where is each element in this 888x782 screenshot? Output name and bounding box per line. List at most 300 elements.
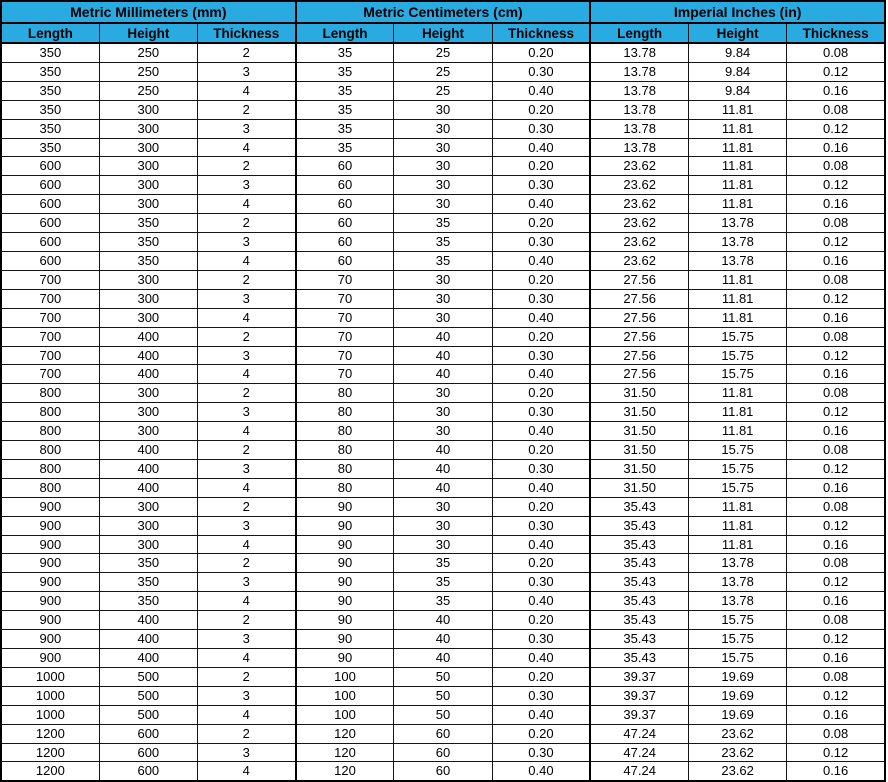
cell: 350 [99, 251, 197, 270]
cell: 25 [394, 43, 492, 62]
cell: 60 [296, 214, 394, 233]
table-row [1, 592, 885, 611]
cell: 0.40 [492, 251, 590, 270]
col-header-mm-thickness: Thickness [197, 23, 295, 43]
cell: 400 [99, 649, 197, 668]
cell: 0.20 [492, 43, 590, 62]
cell: 1200 [1, 762, 99, 781]
cell: 0.20 [492, 497, 590, 516]
cell: 90 [296, 630, 394, 649]
cell: 300 [99, 176, 197, 195]
cell: 35 [296, 100, 394, 119]
cell: 70 [296, 270, 394, 289]
cell: 30 [394, 403, 492, 422]
cell: 39.37 [590, 705, 688, 724]
cell: 11.81 [689, 289, 787, 308]
table-row [1, 762, 885, 781]
cell: 13.78 [689, 573, 787, 592]
cell: 3 [197, 630, 295, 649]
cell: 2 [197, 100, 295, 119]
cell: 15.75 [689, 365, 787, 384]
cell: 900 [1, 649, 99, 668]
cell: 350 [1, 138, 99, 157]
cell: 2 [197, 724, 295, 743]
cell: 350 [1, 43, 99, 62]
cell: 400 [99, 630, 197, 649]
cell: 30 [394, 138, 492, 157]
cell: 31.50 [590, 422, 688, 441]
cell: 13.78 [590, 119, 688, 138]
cell: 0.30 [492, 233, 590, 252]
cell: 35 [296, 119, 394, 138]
cell: 40 [394, 630, 492, 649]
cell: 800 [1, 422, 99, 441]
cell: 11.81 [689, 157, 787, 176]
cell: 0.16 [787, 422, 885, 441]
cell: 0.30 [492, 403, 590, 422]
col-header-in-length: Length [590, 23, 688, 43]
cell: 300 [99, 119, 197, 138]
cell: 13.78 [590, 81, 688, 100]
cell: 0.30 [492, 743, 590, 762]
cell: 35 [296, 62, 394, 81]
cell: 0.16 [787, 308, 885, 327]
cell: 40 [394, 478, 492, 497]
cell: 13.78 [590, 138, 688, 157]
table-row [1, 176, 885, 195]
cell: 0.40 [492, 478, 590, 497]
cell: 90 [296, 592, 394, 611]
cell: 27.56 [590, 308, 688, 327]
table-row [1, 346, 885, 365]
cell: 250 [99, 43, 197, 62]
cell: 2 [197, 554, 295, 573]
cell: 0.40 [492, 195, 590, 214]
cell: 0.12 [787, 630, 885, 649]
table-body [1, 43, 885, 781]
cell: 50 [394, 667, 492, 686]
group-header-row [1, 1, 885, 23]
cell: 27.56 [590, 365, 688, 384]
cell: 0.12 [787, 516, 885, 535]
cell: 35 [394, 214, 492, 233]
cell: 350 [1, 100, 99, 119]
cell: 0.08 [787, 441, 885, 460]
cell: 90 [296, 554, 394, 573]
cell: 300 [99, 308, 197, 327]
cell: 2 [197, 497, 295, 516]
cell: 40 [394, 649, 492, 668]
cell: 0.20 [492, 554, 590, 573]
cell: 0.08 [787, 270, 885, 289]
cell: 60 [394, 743, 492, 762]
cell: 0.40 [492, 535, 590, 554]
cell: 0.20 [492, 327, 590, 346]
table-row [1, 535, 885, 554]
cell: 60 [394, 724, 492, 743]
cell: 23.62 [590, 157, 688, 176]
group-header-in: Imperial Inches (in) [590, 1, 885, 23]
cell: 0.16 [787, 81, 885, 100]
table-row [1, 478, 885, 497]
cell: 800 [1, 403, 99, 422]
cell: 120 [296, 724, 394, 743]
table-header [1, 1, 885, 43]
cell: 23.62 [590, 195, 688, 214]
cell: 120 [296, 743, 394, 762]
cell: 11.81 [689, 119, 787, 138]
cell: 400 [99, 365, 197, 384]
cell: 1000 [1, 686, 99, 705]
cell: 15.75 [689, 478, 787, 497]
cell: 35 [296, 81, 394, 100]
cell: 0.20 [492, 270, 590, 289]
cell: 15.75 [689, 630, 787, 649]
group-header-cm: Metric Centimeters (cm) [296, 1, 591, 23]
cell: 4 [197, 762, 295, 781]
cell: 0.40 [492, 762, 590, 781]
cell: 11.81 [689, 100, 787, 119]
column-header-row [1, 23, 885, 43]
col-header-mm-length: Length [1, 23, 99, 43]
cell: 0.12 [787, 176, 885, 195]
cell: 300 [99, 384, 197, 403]
col-header-cm-thickness: Thickness [492, 23, 590, 43]
cell: 400 [99, 441, 197, 460]
cell: 30 [394, 535, 492, 554]
table-row [1, 233, 885, 252]
cell: 0.30 [492, 516, 590, 535]
cell: 4 [197, 138, 295, 157]
cell: 30 [394, 157, 492, 176]
cell: 11.81 [689, 270, 787, 289]
cell: 0.40 [492, 649, 590, 668]
cell: 0.12 [787, 573, 885, 592]
table-row [1, 384, 885, 403]
cell: 13.78 [689, 592, 787, 611]
cell: 30 [394, 516, 492, 535]
cell: 2 [197, 214, 295, 233]
cell: 39.37 [590, 667, 688, 686]
cell: 0.30 [492, 459, 590, 478]
cell: 3 [197, 62, 295, 81]
cell: 0.08 [787, 384, 885, 403]
cell: 13.78 [590, 100, 688, 119]
cell: 4 [197, 308, 295, 327]
cell: 250 [99, 62, 197, 81]
cell: 0.40 [492, 365, 590, 384]
cell: 0.30 [492, 686, 590, 705]
cell: 35 [394, 233, 492, 252]
col-header-cm-length: Length [296, 23, 394, 43]
cell: 31.50 [590, 403, 688, 422]
cell: 0.30 [492, 119, 590, 138]
cell: 0.30 [492, 176, 590, 195]
cell: 2 [197, 611, 295, 630]
cell: 4 [197, 422, 295, 441]
cell: 300 [99, 497, 197, 516]
cell: 120 [296, 762, 394, 781]
cell: 11.81 [689, 516, 787, 535]
cell: 0.20 [492, 667, 590, 686]
cell: 90 [296, 497, 394, 516]
table-row [1, 649, 885, 668]
cell: 50 [394, 686, 492, 705]
cell: 900 [1, 630, 99, 649]
cell: 11.81 [689, 195, 787, 214]
cell: 300 [99, 270, 197, 289]
cell: 70 [296, 346, 394, 365]
cell: 100 [296, 686, 394, 705]
cell: 3 [197, 459, 295, 478]
cell: 80 [296, 441, 394, 460]
col-header-cm-height: Height [394, 23, 492, 43]
cell: 0.12 [787, 459, 885, 478]
cell: 800 [1, 459, 99, 478]
cell: 23.62 [590, 233, 688, 252]
cell: 600 [1, 233, 99, 252]
cell: 100 [296, 667, 394, 686]
cell: 13.78 [689, 554, 787, 573]
cell: 80 [296, 403, 394, 422]
cell: 90 [296, 611, 394, 630]
table-row [1, 743, 885, 762]
cell: 2 [197, 157, 295, 176]
cell: 35.43 [590, 573, 688, 592]
cell: 35 [296, 138, 394, 157]
cell: 0.16 [787, 138, 885, 157]
cell: 15.75 [689, 611, 787, 630]
cell: 31.50 [590, 384, 688, 403]
cell: 0.20 [492, 611, 590, 630]
cell: 900 [1, 497, 99, 516]
cell: 4 [197, 478, 295, 497]
cell: 0.40 [492, 705, 590, 724]
cell: 600 [1, 214, 99, 233]
cell: 0.40 [492, 592, 590, 611]
cell: 2 [197, 327, 295, 346]
cell: 0.20 [492, 100, 590, 119]
table-row [1, 573, 885, 592]
cell: 3 [197, 743, 295, 762]
cell: 30 [394, 289, 492, 308]
cell: 3 [197, 119, 295, 138]
cell: 70 [296, 308, 394, 327]
cell: 300 [99, 195, 197, 214]
cell: 700 [1, 270, 99, 289]
cell: 35.43 [590, 592, 688, 611]
cell: 1200 [1, 724, 99, 743]
cell: 70 [296, 365, 394, 384]
cell: 0.40 [492, 422, 590, 441]
cell: 40 [394, 459, 492, 478]
cell: 23.62 [590, 176, 688, 195]
cell: 2 [197, 384, 295, 403]
cell: 0.08 [787, 157, 885, 176]
cell: 1200 [1, 743, 99, 762]
table-row [1, 43, 885, 62]
cell: 11.81 [689, 308, 787, 327]
cell: 23.62 [590, 214, 688, 233]
table-row [1, 516, 885, 535]
cell: 500 [99, 705, 197, 724]
cell: 60 [296, 251, 394, 270]
cell: 600 [99, 724, 197, 743]
cell: 80 [296, 422, 394, 441]
cell: 0.30 [492, 62, 590, 81]
cell: 47.24 [590, 743, 688, 762]
table-row [1, 441, 885, 460]
cell: 400 [99, 611, 197, 630]
cell: 11.81 [689, 403, 787, 422]
cell: 0.08 [787, 611, 885, 630]
cell: 600 [99, 762, 197, 781]
cell: 600 [99, 743, 197, 762]
table-row [1, 422, 885, 441]
cell: 1000 [1, 667, 99, 686]
cell: 0.12 [787, 346, 885, 365]
cell: 3 [197, 516, 295, 535]
cell: 23.62 [689, 743, 787, 762]
cell: 15.75 [689, 649, 787, 668]
cell: 19.69 [689, 686, 787, 705]
cell: 39.37 [590, 686, 688, 705]
cell: 11.81 [689, 497, 787, 516]
cell: 11.81 [689, 535, 787, 554]
cell: 600 [1, 176, 99, 195]
cell: 600 [1, 251, 99, 270]
cell: 300 [99, 422, 197, 441]
cell: 25 [394, 81, 492, 100]
cell: 0.16 [787, 195, 885, 214]
table-row [1, 365, 885, 384]
cell: 350 [99, 573, 197, 592]
cell: 35.43 [590, 497, 688, 516]
cell: 0.12 [787, 403, 885, 422]
cell: 23.62 [689, 762, 787, 781]
cell: 0.20 [492, 157, 590, 176]
cell: 0.08 [787, 100, 885, 119]
cell: 300 [99, 100, 197, 119]
cell: 900 [1, 573, 99, 592]
cell: 31.50 [590, 478, 688, 497]
cell: 0.08 [787, 327, 885, 346]
cell: 0.40 [492, 81, 590, 100]
cell: 0.08 [787, 43, 885, 62]
group-header-mm: Metric Millimeters (mm) [1, 1, 296, 23]
cell: 0.08 [787, 724, 885, 743]
cell: 15.75 [689, 459, 787, 478]
cell: 2 [197, 43, 295, 62]
cell: 13.78 [689, 251, 787, 270]
cell: 900 [1, 516, 99, 535]
cell: 900 [1, 592, 99, 611]
cell: 2 [197, 441, 295, 460]
cell: 23.62 [689, 724, 787, 743]
cell: 25 [394, 62, 492, 81]
cell: 4 [197, 365, 295, 384]
cell: 11.81 [689, 176, 787, 195]
cell: 0.08 [787, 554, 885, 573]
cell: 47.24 [590, 724, 688, 743]
cell: 4 [197, 81, 295, 100]
cell: 0.12 [787, 743, 885, 762]
cell: 350 [1, 119, 99, 138]
cell: 30 [394, 497, 492, 516]
cell: 600 [1, 157, 99, 176]
cell: 700 [1, 346, 99, 365]
cell: 300 [99, 138, 197, 157]
cell: 0.12 [787, 289, 885, 308]
table-row [1, 81, 885, 100]
cell: 0.16 [787, 478, 885, 497]
cell: 35.43 [590, 649, 688, 668]
table-row [1, 289, 885, 308]
cell: 600 [1, 195, 99, 214]
cell: 13.78 [689, 214, 787, 233]
cell: 0.30 [492, 346, 590, 365]
cell: 30 [394, 100, 492, 119]
table-row [1, 497, 885, 516]
cell: 0.16 [787, 251, 885, 270]
cell: 15.75 [689, 441, 787, 460]
cell: 3 [197, 686, 295, 705]
cell: 11.81 [689, 422, 787, 441]
table-row [1, 611, 885, 630]
table-row [1, 459, 885, 478]
cell: 350 [99, 214, 197, 233]
cell: 0.30 [492, 289, 590, 308]
cell: 23.62 [590, 251, 688, 270]
cell: 0.20 [492, 214, 590, 233]
cell: 47.24 [590, 762, 688, 781]
col-header-in-thickness: Thickness [787, 23, 885, 43]
cell: 400 [99, 346, 197, 365]
cell: 4 [197, 195, 295, 214]
cell: 0.12 [787, 62, 885, 81]
cell: 27.56 [590, 270, 688, 289]
cell: 40 [394, 441, 492, 460]
cell: 700 [1, 327, 99, 346]
cell: 700 [1, 365, 99, 384]
cell: 500 [99, 686, 197, 705]
table-row [1, 630, 885, 649]
cell: 900 [1, 535, 99, 554]
cell: 35.43 [590, 611, 688, 630]
cell: 350 [99, 233, 197, 252]
cell: 0.12 [787, 233, 885, 252]
cell: 40 [394, 365, 492, 384]
cell: 13.78 [590, 43, 688, 62]
cell: 60 [296, 195, 394, 214]
cell: 500 [99, 667, 197, 686]
cell: 30 [394, 270, 492, 289]
cell: 35.43 [590, 535, 688, 554]
cell: 40 [394, 346, 492, 365]
table-row [1, 554, 885, 573]
cell: 30 [394, 176, 492, 195]
cell: 350 [99, 554, 197, 573]
cell: 300 [99, 403, 197, 422]
cell: 35.43 [590, 516, 688, 535]
cell: 3 [197, 289, 295, 308]
cell: 0.20 [492, 441, 590, 460]
cell: 0.16 [787, 365, 885, 384]
cell: 13.78 [590, 62, 688, 81]
cell: 300 [99, 535, 197, 554]
cell: 0.16 [787, 705, 885, 724]
cell: 30 [394, 384, 492, 403]
